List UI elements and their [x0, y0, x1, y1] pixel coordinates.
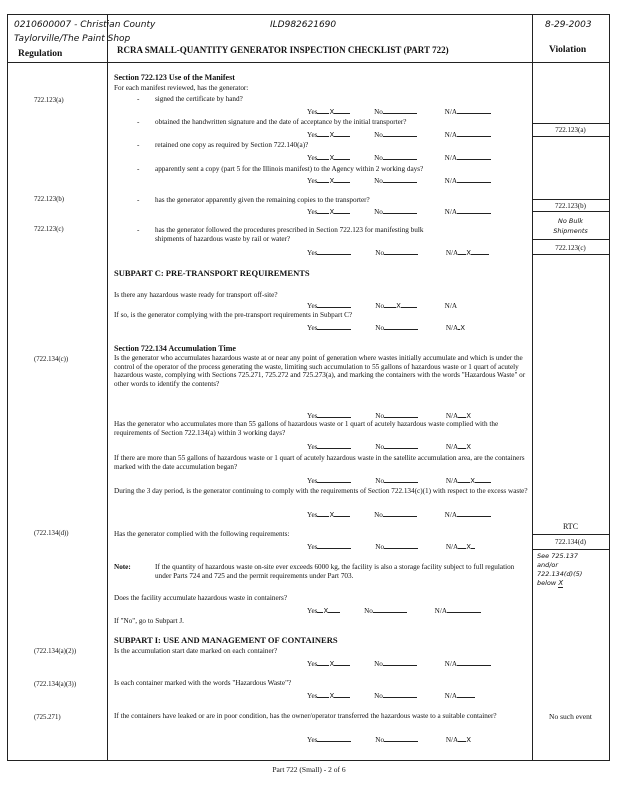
answer-row: Yes No N/A X: [307, 247, 489, 257]
q-retained-copy: retained one copy as required by Section 722.140(a)?: [155, 141, 309, 149]
violation-note-no-bulk: No Bulk: [557, 217, 584, 225]
manifest-section-title: Section 722.123 Use of the Manifest: [114, 73, 235, 82]
violation-box-rule: [533, 123, 610, 124]
reg-722-123a: 722.123(a): [34, 97, 64, 104]
q-signed-certificate: signed the certificate by hand?: [155, 95, 243, 103]
subpart-i-title: SUBPART I: USE AND MANAGEMENT OF CONTAINERS: [114, 635, 338, 645]
q-date-marked: If there are more than 55 gallons of hazardous waste or 1 quart of acutely hazardous waste in the satellite accumulation area, are the containers marked with the date accumulation began?: [114, 454, 525, 471]
q-remaining-copies: has the generator apparently given the remaining copies to the transporter?: [155, 196, 370, 204]
answer-row: Yes No N/A X: [307, 541, 475, 551]
answer-row: Yes X No N/A: [307, 206, 491, 216]
answer-row: Yes No N/A X: [307, 412, 472, 420]
bullet-dash: -: [137, 196, 140, 204]
q-leaking-containers: If the containers have leaked or are in poor condition, has the owner/operator transferred the hazardous waste to a suitable container?: [114, 712, 497, 720]
regulation-column-header: Regulation: [18, 49, 63, 59]
answer-row: Yes No N/A X: [307, 324, 466, 332]
violation-note-see: See 725.137: [537, 552, 579, 560]
accumulation-section-title: Section 722.134 Accumulation Time: [114, 344, 236, 353]
q-start-date-marked: Is the accumulation start date marked on each container?: [114, 647, 278, 655]
answer-row: Yes X No N/A: [307, 605, 481, 615]
facility-id-line: 0210600007 - Christian County: [14, 20, 156, 30]
violation-722-134d: 722.134(d): [555, 538, 586, 546]
q-transporter-signature: obtained the handwritten signature and the date of acceptance by the initial transporter?: [155, 118, 407, 126]
subpart-c-title: SUBPART C: PRE-TRANSPORT REQUIREMENTS: [114, 268, 310, 278]
column-divider-left: [107, 14, 108, 761]
answer-row: Yes X No N/A: [307, 509, 491, 519]
answer-row: Yes X No N/A: [307, 175, 491, 185]
violation-722-123c: 722.123(c): [555, 244, 586, 252]
violation-note-andor: and/or: [537, 561, 559, 569]
violation-box-rule: [533, 239, 610, 240]
reg-722-134a2: (722.134(a)(2)): [34, 648, 77, 655]
violation-box-rule: [533, 211, 610, 212]
violation-note-below: below X: [537, 579, 564, 587]
violation-box-rule: [533, 199, 610, 200]
note-label: Note:: [114, 563, 131, 571]
bullet-dash: -: [137, 226, 140, 234]
violation-box-rule: [533, 254, 610, 255]
facility-name: Taylorville/The Paint Shop: [14, 34, 131, 44]
q-following-requirements: Has the generator complied with the following requirements:: [114, 530, 290, 538]
violation-column-header: Violation: [549, 45, 587, 55]
note-text: If the quantity of hazardous waste on-site ever exceeds 6000 kg, the facility is also a storage facility subject to full regulation under Parts 724 and 725 and the permit requirements under Part 703.: [155, 563, 515, 580]
reg-722-134c: (722.134(c)): [34, 356, 69, 363]
answer-row: Yes No X N/A: [307, 302, 458, 310]
answer-row: Yes X No N/A: [307, 658, 491, 668]
manifest-intro: For each manifest reviewed, has the generator:: [114, 84, 249, 92]
answer-row: Yes No N/A X: [307, 475, 491, 485]
reg-722-123c: 722.123(c): [34, 226, 64, 233]
violation-no-such-event: No such event: [549, 712, 592, 721]
reg-722-123b: 722.123(b): [34, 196, 65, 203]
page-footer: Part 722 (Small) - 2 of 6: [272, 765, 346, 774]
violation-box-rule: [533, 549, 610, 550]
violation-note-reg: 722.134(d)(5): [537, 570, 583, 578]
q-sent-copy-agency: apparently sent a copy (part 5 for the Illinois manifest) to the Agency within 2 working days?: [155, 165, 424, 173]
reg-722-134d: (722.134(d)): [34, 530, 69, 537]
answer-row: Yes X No N/A: [307, 106, 491, 116]
violation-722-123b: 722.123(b): [555, 202, 586, 210]
q-satellite-accumulation: Is the generator who accumulates hazardous waste at or near any point of generation where wastes initially accumulate and which is under the control of the operator of the process generating the waste, limiting such accumulation to 55 gallons of hazardous waste or 1 quart of acutely hazardous waste, complying with Sections 725.271, 725.272 and 725.273(a), and marking the containers with the words "Hazardous Waste" or other words to identify the contents?: [114, 354, 526, 388]
violation-722-123a: 722.123(a): [555, 126, 586, 134]
violation-rtc: RTC: [562, 522, 579, 531]
reg-725-271: (725.271): [34, 714, 61, 721]
answer-row: Yes X No N/A: [307, 690, 475, 700]
q-bulk-procedures-l1: has the generator followed the procedures prescribed in Section 722.123 for manifesting bulk: [155, 226, 424, 234]
epa-id: ILD982621690: [270, 20, 337, 30]
q-three-day-period: During the 3 day period, is the generator continuing to comply with the requirements of Section 722.134(c)(1) with respect to the excess waste?: [114, 487, 528, 495]
violation-box-rule: [533, 136, 610, 137]
bullet-dash: -: [137, 165, 140, 173]
q-hazardous-waste-label: Is each container marked with the words "Hazardous Waste"?: [114, 679, 292, 687]
answer-row: Yes No N/A X: [307, 443, 472, 451]
bullet-dash: -: [137, 118, 140, 126]
violation-box-rule: [533, 534, 610, 535]
reg-722-134a3: (722.134(a)(3)): [34, 681, 77, 688]
inspection-date: 8-29-2003: [545, 20, 592, 30]
q-pretransport-compliance: If so, is the generator complying with the pre-transport requirements in Subpart C?: [114, 311, 353, 319]
answer-row: Yes No N/A X: [307, 736, 472, 744]
answer-row: Yes X No N/A: [307, 129, 491, 139]
goto-subpart-j: If "No", go to Subpart J.: [114, 617, 184, 625]
q-waste-ready: Is there any hazardous waste ready for transport off-site?: [114, 291, 278, 299]
violation-note-shipments: Shipments: [553, 227, 588, 235]
q-accumulate-containers: Does the facility accumulate hazardous waste in containers?: [114, 594, 288, 602]
header-rule: [7, 62, 610, 63]
answer-row: Yes X No N/A: [307, 152, 491, 162]
checklist-title: RCRA SMALL-QUANTITY GENERATOR INSPECTION CHECKLIST (PART 722): [117, 45, 449, 55]
bullet-dash: -: [137, 95, 140, 103]
q-bulk-procedures-l2: shipments of hazardous waste by rail or water?: [155, 235, 291, 243]
q-excess-55-gallons: Has the generator who accumulates more than 55 gallons of hazardous waste or 1 quart of acutely hazardous waste complied with the requirements of Section 722.134(a) within 3 working days?: [114, 420, 499, 437]
bullet-dash: -: [137, 141, 140, 149]
